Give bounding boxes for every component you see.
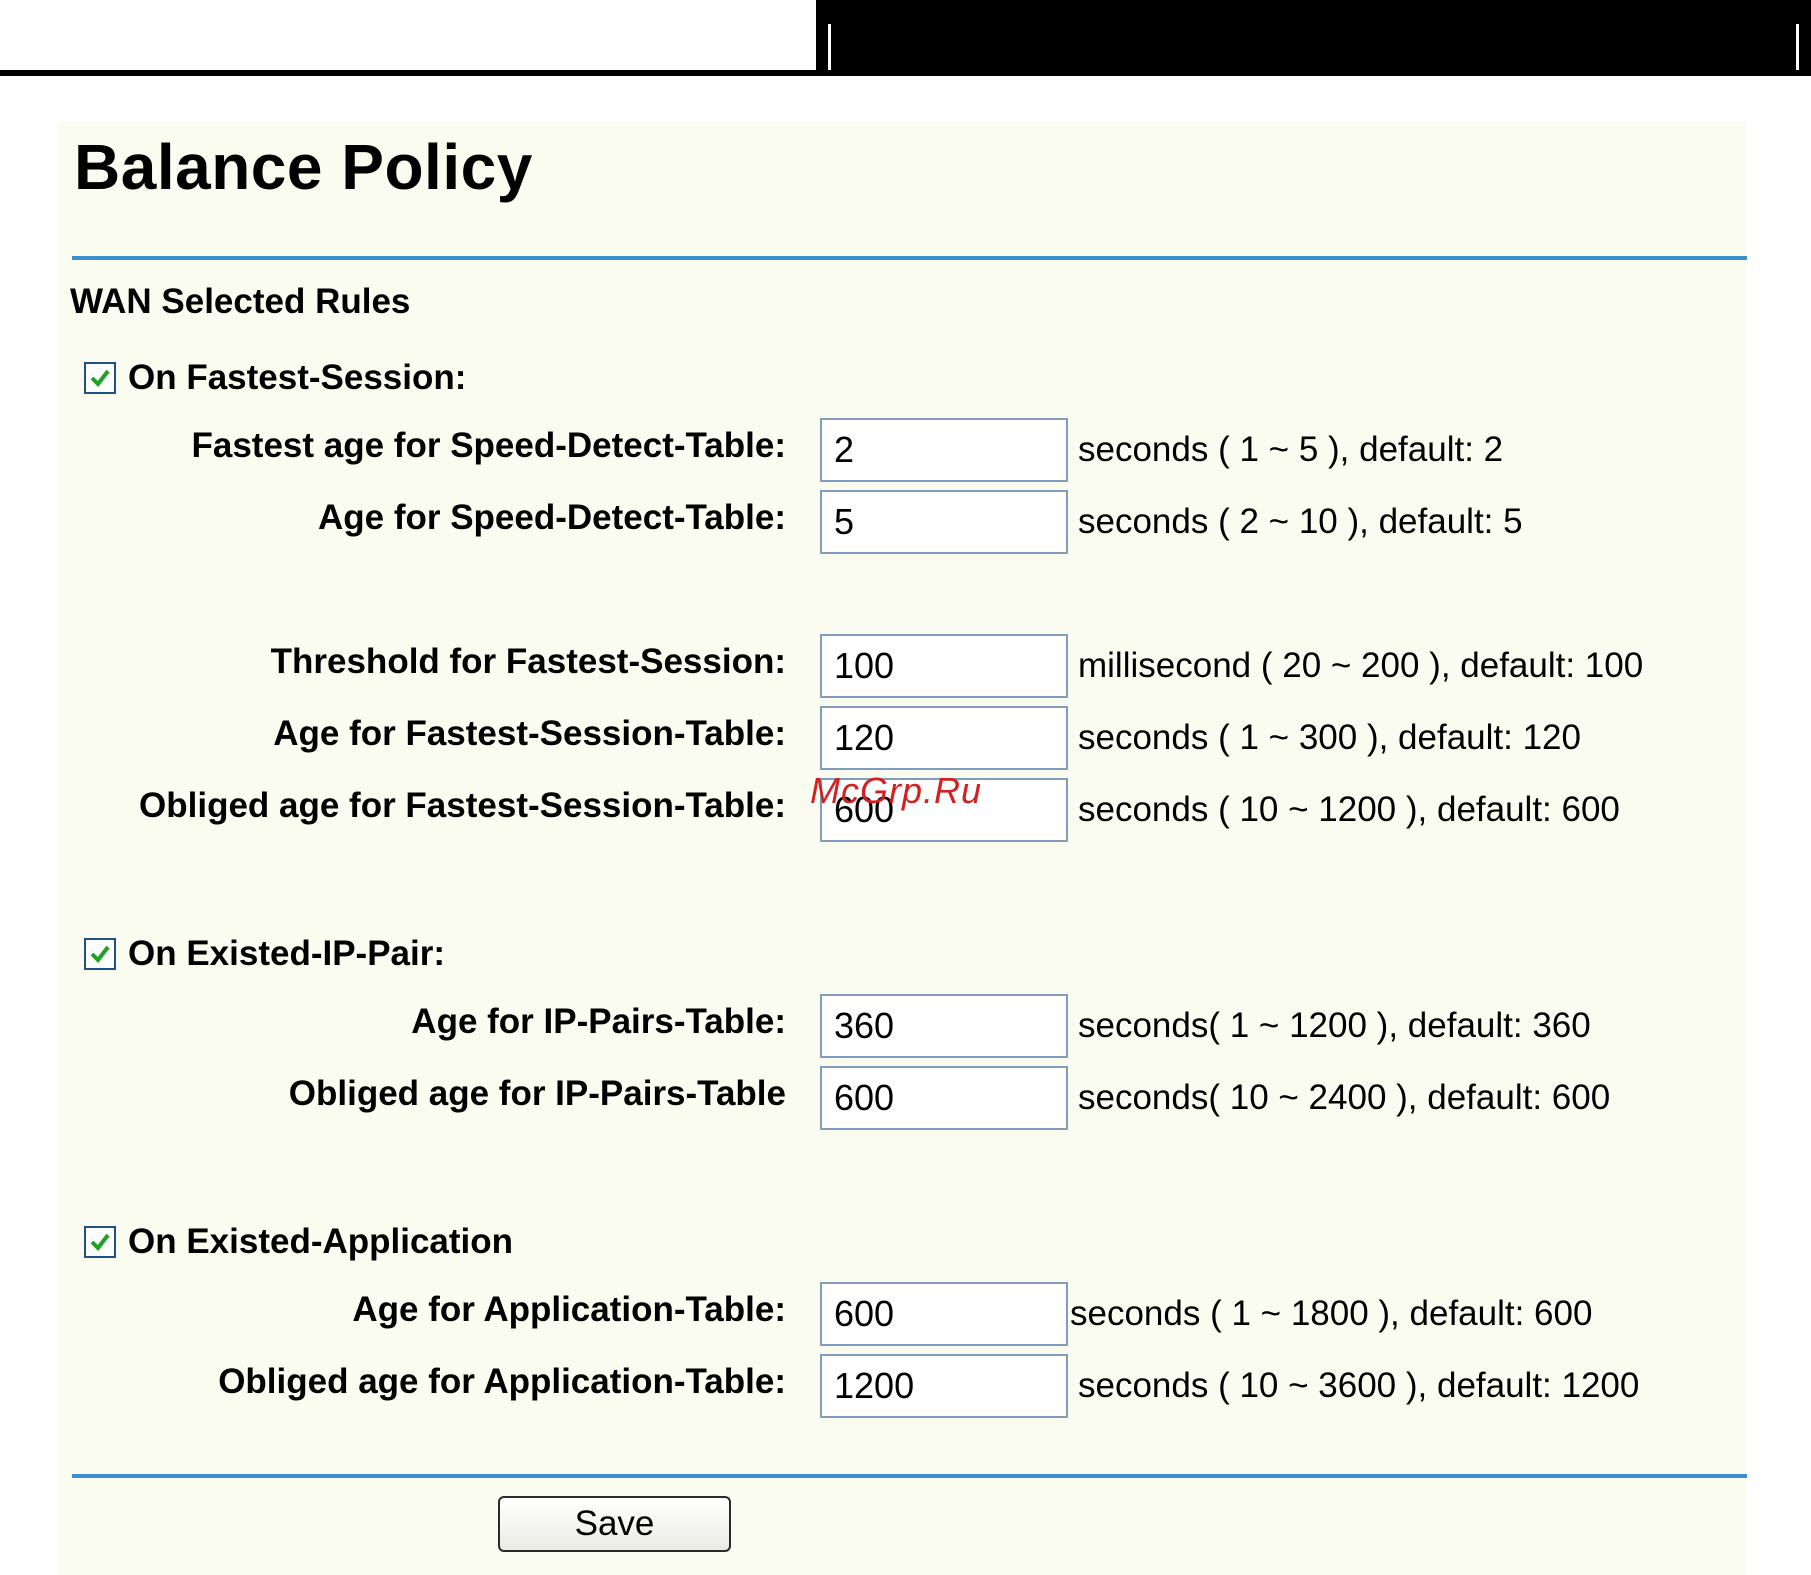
check-icon bbox=[89, 1231, 111, 1253]
threshold-fastest-session-label: Threshold for Fastest-Session: bbox=[270, 642, 786, 681]
row-obliged-age-ip-pairs-table bbox=[58, 1066, 1746, 1130]
obliged-age-application-table-input[interactable] bbox=[820, 1354, 1068, 1418]
top-divider bbox=[72, 256, 1747, 260]
age-ip-pairs-table-hint: seconds( 1 ~ 1200 ), default: 360 bbox=[1078, 1006, 1591, 1045]
age-application-table-input[interactable] bbox=[820, 1282, 1068, 1346]
header-black-bar bbox=[816, 0, 1811, 76]
age-fastest-session-table-hint: seconds ( 1 ~ 300 ), default: 120 bbox=[1078, 718, 1581, 757]
obliged-age-application-table-label: Obliged age for Application-Table: bbox=[218, 1362, 786, 1401]
fastest-session-checkbox[interactable] bbox=[84, 362, 116, 394]
age-speed-detect-input[interactable] bbox=[820, 490, 1068, 554]
age-speed-detect-label: Age for Speed-Detect-Table: bbox=[317, 498, 786, 537]
age-speed-detect-hint: seconds ( 2 ~ 10 ), default: 5 bbox=[1078, 502, 1523, 541]
section-title: WAN Selected Rules bbox=[70, 282, 411, 321]
check-icon bbox=[89, 367, 111, 389]
fastest-session-label: On Fastest-Session: bbox=[128, 358, 467, 397]
check-icon bbox=[89, 943, 111, 965]
row-threshold-fastest-session bbox=[58, 634, 1746, 698]
threshold-fastest-session-input[interactable] bbox=[820, 634, 1068, 698]
fastest-age-speed-detect-hint: seconds ( 1 ~ 5 ), default: 2 bbox=[1078, 430, 1504, 469]
obliged-age-ip-pairs-table-label: Obliged age for IP-Pairs-Table bbox=[288, 1074, 786, 1113]
group-existed-ip-pair bbox=[84, 934, 445, 974]
header-underline bbox=[0, 70, 816, 76]
header-tick-left bbox=[828, 24, 831, 70]
age-fastest-session-table-label: Age for Fastest-Session-Table: bbox=[273, 714, 786, 753]
age-ip-pairs-table-label: Age for IP-Pairs-Table: bbox=[411, 1002, 786, 1041]
row-age-application-table bbox=[58, 1282, 1746, 1346]
existed-ip-pair-label: On Existed-IP-Pair: bbox=[128, 934, 446, 973]
watermark: McGrp.Ru bbox=[810, 770, 983, 811]
fastest-age-speed-detect-input[interactable] bbox=[820, 418, 1068, 482]
bottom-divider bbox=[72, 1474, 1747, 1478]
balance-policy-panel bbox=[58, 122, 1746, 1575]
save-button[interactable]: Save bbox=[498, 1496, 731, 1552]
group-fastest-session bbox=[84, 358, 466, 398]
header-tick-right bbox=[1796, 24, 1799, 70]
age-ip-pairs-table-input[interactable] bbox=[820, 994, 1068, 1058]
group-existed-application bbox=[84, 1222, 513, 1262]
threshold-fastest-session-hint: millisecond ( 20 ~ 200 ), default: 100 bbox=[1078, 646, 1644, 685]
obliged-age-ip-pairs-table-input[interactable] bbox=[820, 1066, 1068, 1130]
row-age-ip-pairs-table bbox=[58, 994, 1746, 1058]
obliged-age-fastest-session-table-label: Obliged age for Fastest-Session-Table: bbox=[139, 786, 786, 825]
existed-application-checkbox[interactable] bbox=[84, 1226, 116, 1258]
row-obliged-age-application-table bbox=[58, 1354, 1746, 1418]
obliged-age-fastest-session-table-hint: seconds ( 10 ~ 1200 ), default: 600 bbox=[1078, 790, 1620, 829]
age-application-table-hint: seconds ( 1 ~ 1800 ), default: 600 bbox=[1070, 1294, 1593, 1333]
row-fastest-age-speed-detect bbox=[58, 418, 1746, 482]
row-age-fastest-session-table bbox=[58, 706, 1746, 770]
existed-application-label: On Existed-Application bbox=[128, 1222, 514, 1261]
page-title: Balance Policy bbox=[74, 131, 533, 203]
fastest-age-speed-detect-label: Fastest age for Speed-Detect-Table: bbox=[191, 426, 786, 465]
obliged-age-application-table-hint: seconds ( 10 ~ 3600 ), default: 1200 bbox=[1078, 1366, 1640, 1405]
obliged-age-ip-pairs-table-hint: seconds( 10 ~ 2400 ), default: 600 bbox=[1078, 1078, 1611, 1117]
age-fastest-session-table-input[interactable] bbox=[820, 706, 1068, 770]
existed-ip-pair-checkbox[interactable] bbox=[84, 938, 116, 970]
age-application-table-label: Age for Application-Table: bbox=[352, 1290, 786, 1329]
row-age-speed-detect bbox=[58, 490, 1746, 554]
